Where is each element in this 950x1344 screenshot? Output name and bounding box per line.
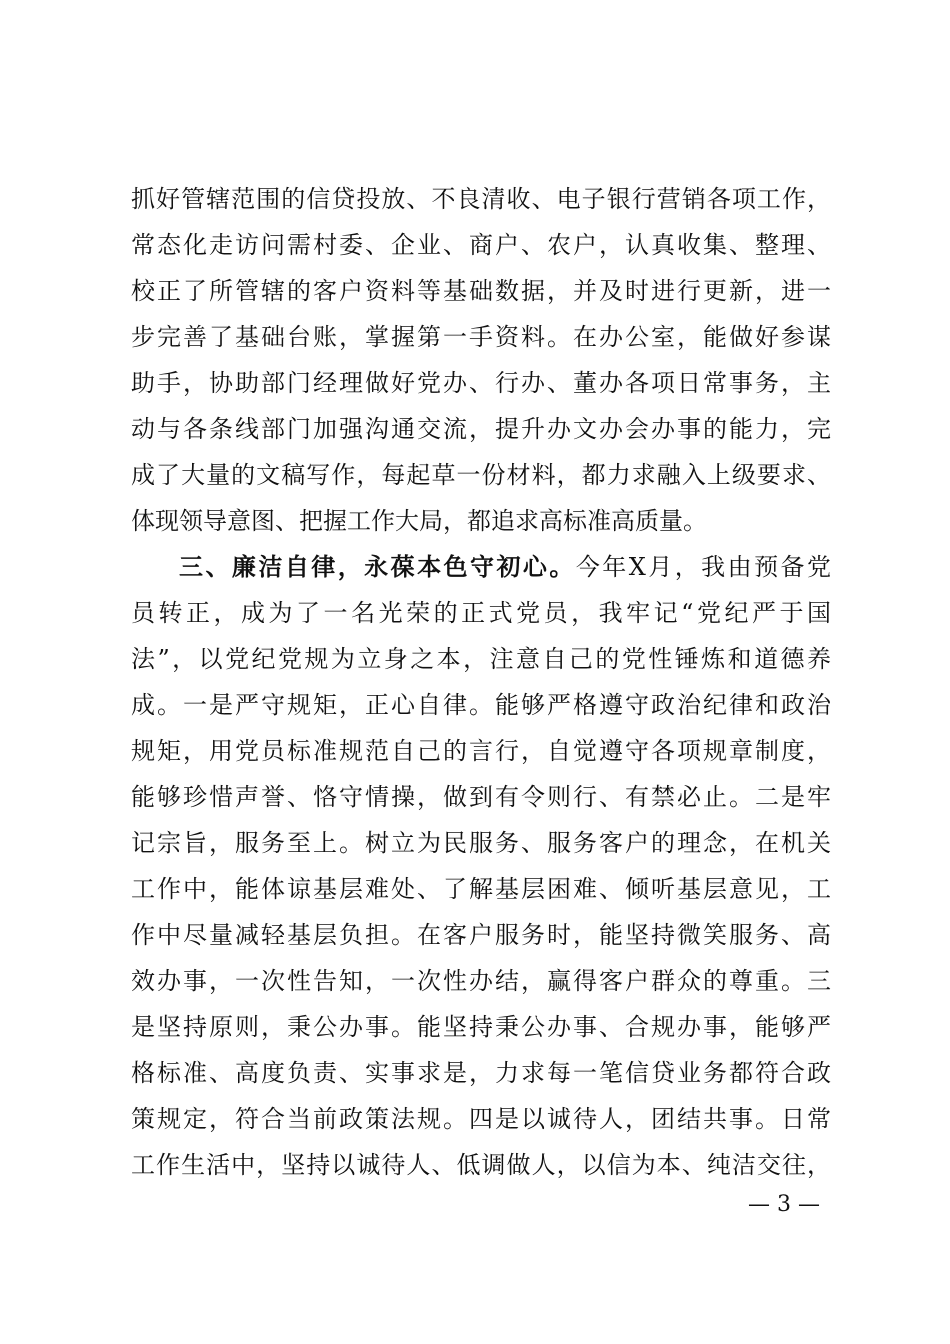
paragraph-line: 步完善了基础台账，掌握第一手资料。在办公室，能做好参谋 [131, 323, 831, 351]
paragraph-line: 格标准、高度负责、实事求是，力求每一笔信贷业务都符合政 [131, 1059, 831, 1087]
paragraph-line: 常态化走访问需村委、企业、商户、农户，认真收集、整理、 [131, 231, 831, 259]
paragraph-line: 工作中，能体谅基层难处、了解基层困难、倾听基层意见，工 [131, 875, 831, 903]
paragraph-line: 是坚持原则，秉公办事。能坚持秉公办事、合规办事，能够严 [131, 1013, 831, 1041]
paragraph-line: 体现领导意图、把握工作大局，都追求高标准高质量。 [131, 507, 707, 535]
paragraph-line: 作中尽量减轻基层负担。在客户服务时，能坚持微笑服务、高 [131, 921, 831, 949]
paragraph-line: 员转正，成为了一名光荣的正式党员，我牢记“党纪严于国 [131, 599, 831, 627]
paragraph-line: 工作生活中，坚持以诚待人、低调做人，以信为本、纯洁交往， [131, 1151, 831, 1179]
body-text [131, 176, 831, 1188]
paragraph-line: 效办事，一次性告知，一次性办结，赢得客户群众的尊重。三 [131, 967, 831, 995]
paragraph-line: 能够珍惜声誉、恪守情操，做到有令则行、有禁必止。二是牢 [131, 783, 831, 811]
paragraph-line: 助手，协助部门经理做好党办、行办、董办各项日常事务，主 [131, 369, 831, 397]
paragraph-line: 规矩，用党员标准规范自己的言行，自觉遵守各项规章制度， [131, 737, 831, 765]
paragraph-line: 策规定，符合当前政策法规。四是以诚待人，团结共事。日常 [131, 1105, 831, 1133]
section-first-line [131, 544, 831, 590]
section-heading: 三、廉洁自律，永葆本色守初心。 [179, 553, 576, 581]
paragraph-line: 法”，以党纪党规为立身之本，注意自己的党性锤炼和道德养 [131, 645, 831, 673]
paragraph-line: 抓好管辖范围的信贷投放、不良清收、电子银行营销各项工作， [131, 185, 831, 213]
paragraph-line: 校正了所管辖的客户资料等基础数据，并及时进行更新，进一 [131, 277, 831, 305]
paragraph-line: 成了大量的文稿写作，每起草一份材料，都力求融入上级要求、 [131, 461, 831, 489]
paragraph-line: 记宗旨，服务至上。树立为民服务、服务客户的理念，在机关 [131, 829, 831, 857]
page-number: — 3 — [748, 1192, 820, 1217]
section-first-line-text: 今年X月，我由预备党 [575, 553, 832, 581]
paragraph-line: 动与各条线部门加强沟通交流，提升办文办会办事的能力，完 [131, 415, 831, 443]
paragraph-line: 成。一是严守规矩，正心自律。能够严格遵守政治纪律和政治 [131, 691, 831, 719]
